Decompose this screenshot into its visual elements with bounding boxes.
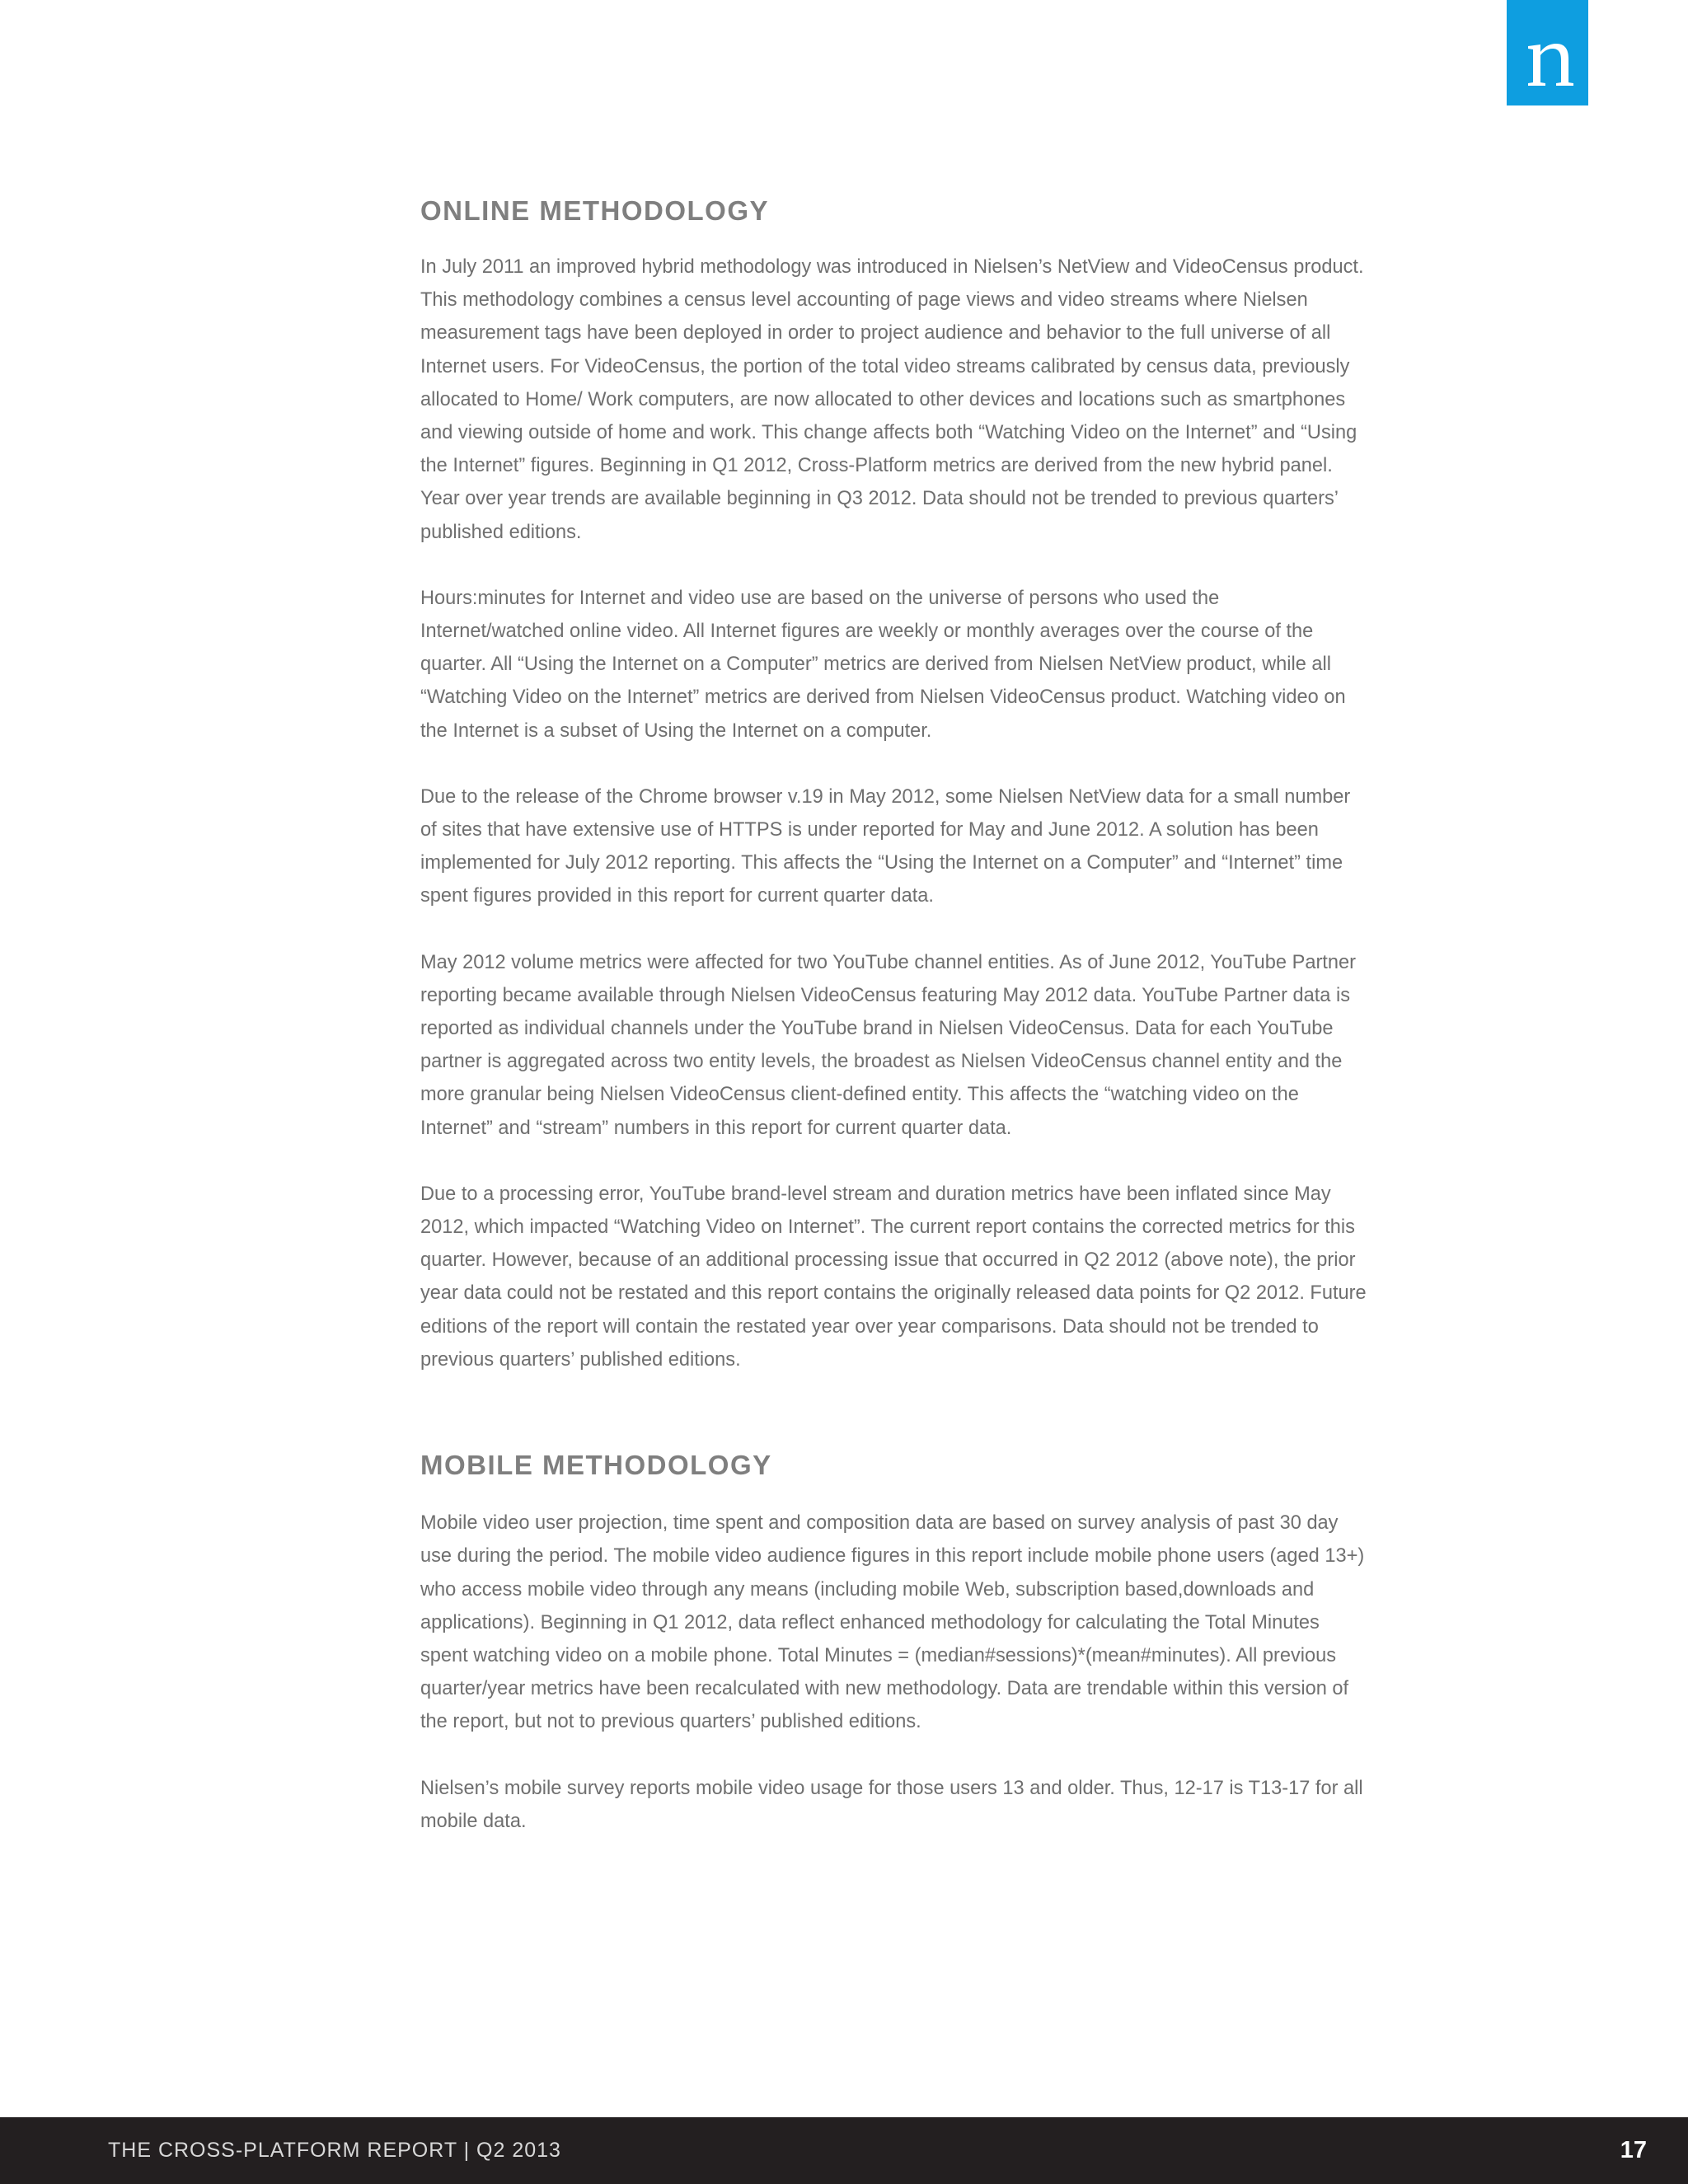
online-paragraph: May 2012 volume metrics were affected for two YouTube channel entities. As of June 2012, YouTube Partner reporting became available through Nielsen VideoCensus featuring May 2012 data. YouTube Partner data is reported as individual channels under the YouTube brand in Nielsen VideoCensus. Data for each YouTube partner is aggregated across two entity levels, the broadest as Nielsen VideoCensus channel entity and the more granular being Nielsen VideoCensus client-defined entity. This affects the “watching video on the Internet” and “stream” numbers in this report for current quarter data. <box>420 951 1356 1139</box>
page-number: 17 <box>1620 2137 1647 2163</box>
report-title: THE CROSS-PLATFORM REPORT | Q2 2013 <box>108 2139 561 2162</box>
nielsen-logo <box>1507 0 1588 105</box>
mobile-paragraph: Mobile video user projection, time spent and composition data are based on survey analysis of past 30 day use during the period. The mobile video audience figures in this report include mobile phone users (aged 13+) who access mobile video through any means (including mobile Web, subscription based,downloads and applications). Beginning in Q1 2012, data reflect enhanced methodology for calculating the Total Minutes spent watching video on a mobile phone. Total Minutes = (median#sessions)*(mean#minutes). All previous quarter/year metrics have been recalculated with new methodology. Data are trendable within this version of the report, but not to previous quarters’ published editions. <box>420 1512 1365 1733</box>
main-content <box>420 188 1368 1838</box>
nielsen-n-logo-icon <box>1507 0 1588 105</box>
online-methodology-heading: ONLINE METHODOLOGY <box>420 195 769 226</box>
mobile-paragraph: Nielsen’s mobile survey reports mobile video usage for those users 13 and older. Thus, 12-17 is T13-17 for all mobile data. <box>420 1777 1363 1832</box>
online-paragraph: In July 2011 an improved hybrid methodology was introduced in Nielsen’s NetView and VideoCensus product. This methodology combines a census level accounting of page views and video streams where Nielsen measurement tags have been deployed in order to project audience and behavior to the full universe of all Internet users. For VideoCensus, the portion of the total video streams calibrated by census data, previously allocated to Home/ Work computers, are now allocated to other devices and locations such as smartphones and viewing outside of home and work. This change affects both “Watching Video on the Internet” and “Using the Internet” figures. Beginning in Q1 2012, Cross-Platform metrics are derived from the new hybrid panel. Year over year trends are available beginning in Q3 2012. Data should not be trended to previous quarters’ published editions. <box>420 256 1364 543</box>
mobile-methodology-heading: MOBILE METHODOLOGY <box>420 1450 772 1481</box>
page-footer <box>0 2117 1688 2184</box>
online-paragraph: Due to the release of the Chrome browser v.19 in May 2012, some Nielsen NetView data for a small number of sites that have extensive use of HTTPS is under reported for May and June 2012. A solution has been implemented for July 2012 reporting. This affects the “Using the Internet on a Computer” and “Internet” time spent figures provided in this report for current quarter data. <box>420 785 1351 907</box>
online-paragraph: Due to a processing error, YouTube brand-level stream and duration metrics have been inflated since May 2012, which impacted “Watching Video on Internet”. The current report contains the corrected metrics for this quarter. However, because of an additional processing issue that occurred in Q2 2012 (above note), the prior year data could not be restated and this report contains the originally released data points for Q2 2012. Future editions of the report will contain the restated year over year comparisons. Data should not be trended to previous quarters’ published editions. <box>420 1183 1367 1371</box>
online-paragraph: Hours:minutes for Internet and video use are based on the universe of persons who used the Internet/watched online video. All Internet figures are weekly or monthly averages over the course of the quarter. All “Using the Internet on a Computer” metrics are derived from Nielsen NetView product, while all “Watching Video on the Internet” metrics are derived from Nielsen VideoCensus product. Watching video on the Internet is a subset of Using the Internet on a computer. <box>420 587 1346 742</box>
